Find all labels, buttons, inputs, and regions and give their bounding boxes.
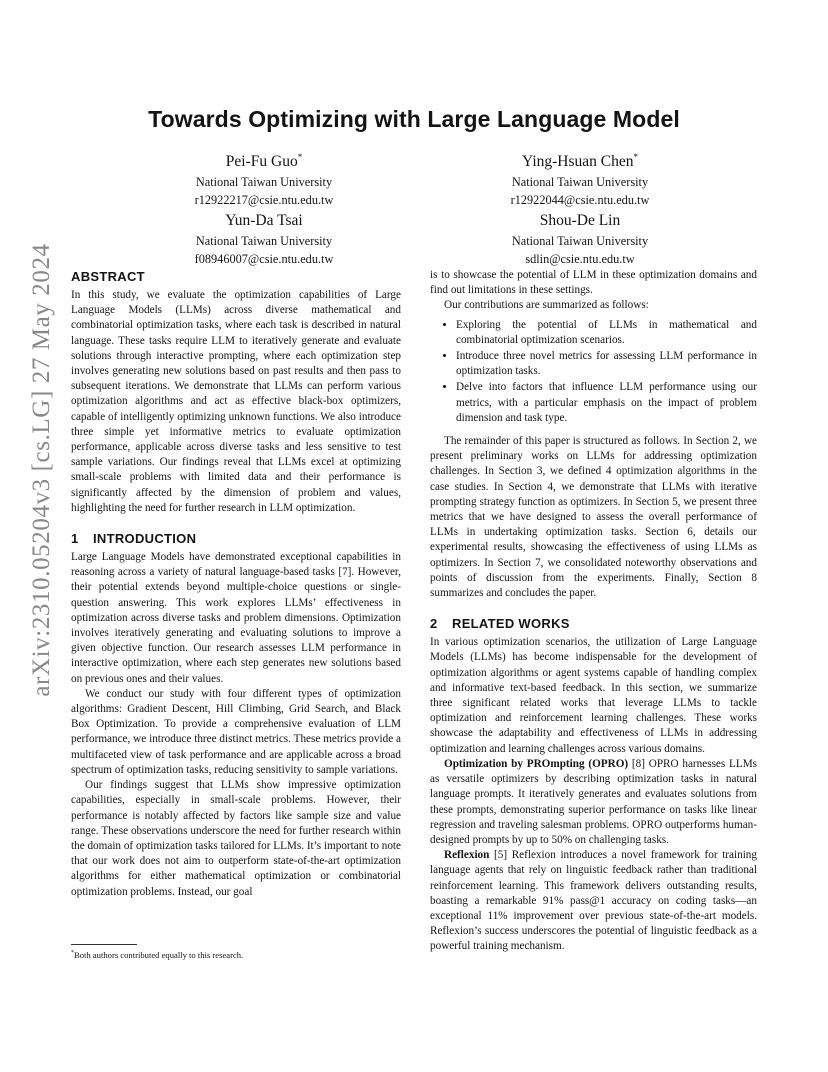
right-column — [430, 268, 757, 955]
author-block — [134, 146, 394, 209]
abstract-text: In this study, we evaluate the optimization capabilities of Large Language Models (LLMs) across diverse mathematical and combinatorial optimization tasks, where each task is described in natural language. These tasks require LLM to iteratively generate and evaluate solutions through interactive prompting, where each optimization step involves generating new solutions based on past results and then pass to subsequent iterations. We demonstrate that LLMs can perform various optimization algorithms and act as effective black-box optimizers, capable of intelligently optimizing unknown functions. We also introduce three simple yet informative metrics to evaluate optimization performance, applicable across diverse tasks and less sensitive to test sample variations. Our findings reveal that LLMs excel at optimizing small-scale problems with limited data and their performance is significantly affected by the dimension of problem and values, highlighting the need for further research in LLM optimization. — [71, 289, 401, 514]
paragraph: We conduct our study with four different types of optimization algorithms: Gradient Descent, Hill Climbing, Grid Search, and Black Box Optimization. To provide a comprehensive evaluation of LLM performance, we introduce three distinct metrics. These metrics provide a multifaceted view of task performance and are applicable across a broad spectrum of optimization tasks, reducing sensitivity to sample variations. — [71, 687, 401, 776]
paragraph: Our contributions are summarized as follows: — [444, 299, 649, 312]
run-in-heading: Reflexion — [444, 849, 490, 862]
paragraph: is to showcase the potential of LLM in these optimization domains and find out limitations in these settings. — [430, 269, 757, 297]
paper-title: Towards Optimizing with Large Language Model — [148, 106, 680, 132]
section-heading-introduction: 1 INTRODUCTION — [71, 531, 197, 547]
paragraph: Reflexion [5] Reflexion introduces a novel framework for training language agents that rely on linguistic feedback rather than traditional reinforcement learning. This framework delivers outstanding results, boasting a remarkable 91% pass@1 accuracy on coding tasks—an exceptional 11% improvement over previous state-of-the-art models. Reflexion’s success underscores the potential of linguistic feedback as a powerful training mechanism. — [430, 849, 757, 953]
paragraph: Optimization by PROmpting (OPRO) [8] OPRO harnesses LLMs as versatile optimizers by describing optimization tasks in natural language prompts. It iteratively generates and evaluates solutions from these prompts, demonstrating superior performance on tasks like linear regression and traveling salesman problems. OPRO outperforms human-designed prompts by up to 50% on challenging tasks. — [430, 757, 757, 846]
author-email: sdlin@csie.ntu.edu.tw — [525, 252, 635, 266]
author-block — [450, 146, 710, 209]
author-affiliation: National Taiwan University — [511, 234, 649, 248]
author-name: Pei-Fu Guo* — [225, 152, 303, 171]
list-item: • Exploring the potential of LLMs in mathematical and combinatorial optimization scenarios. — [456, 318, 757, 348]
paragraph: Our findings suggest that LLMs show impressive optimization capabilities, especially in small-scale problems. However, their performance is notably affected by factors like sample size and value range. These observations underscore the need for further research within the domain of optimization tasks tailored for LLMs. It’s important to note that our work does not aim to outperform state-of-the-art optimization algorithms for either mathematical optimization or combinatorial optimization problems. Instead, our goal — [71, 779, 401, 898]
section-heading-related-works: 2 RELATED WORKS — [430, 616, 570, 632]
author-block — [134, 210, 394, 268]
paragraph: Large Language Models have demonstrated exceptional capabilities in reasoning across a variety of natural language-based tasks [7]. However, their potential extends beyond multiple-choice questions or single-question answering. This work explores LLMs’ effectiveness in optimization across diverse tasks and problem dimensions. Optimization involves iteratively generating and evaluating solutions to improve a given objective function. Our research assesses LLM performance in interactive optimization, where each step generates new solutions based on previous ones and their values. — [71, 551, 401, 685]
author-email: r12922217@csie.ntu.edu.tw — [194, 193, 334, 208]
list-item: • Introduce three novel metrics for assessing LLM performance in optimization tasks. — [456, 349, 757, 379]
contributions-list — [430, 318, 757, 426]
abstract-heading: ABSTRACT — [71, 269, 145, 284]
author-email: r12922044@csie.ntu.edu.tw — [510, 193, 650, 208]
author-email: f08946007@csie.ntu.edu.tw — [194, 252, 334, 266]
footnote: *Both authors contributed equally to this research. — [71, 950, 244, 960]
paragraph: In various optimization scenarios, the utilization of Large Language Models (LLMs) has become indispensable for the development of optimization algorithms or agent systems capable of handling complex and informative text-based feedback. In this section, we summarize three significant related works that leverage LLMs to tackle optimization and reinforcement learning challenges. These works showcase the adaptability and effectiveness of LLMs in addressing optimization and learning challenges across various domains. — [430, 636, 757, 755]
author-affiliation: National Taiwan University — [195, 234, 333, 248]
author-affiliation: National Taiwan University — [195, 175, 333, 190]
author-block — [450, 210, 710, 268]
run-in-heading: Optimization by PROmpting (OPRO) — [444, 757, 629, 770]
footnote-rule — [71, 944, 137, 945]
arxiv-identifier: arXiv:2310.05204v3 [cs.LG] 27 May 2024 — [28, 243, 55, 697]
paragraph: The remainder of this paper is structured as follows. In Section 2, we present preliminary works on LLMs for addressing optimization challenges. In Section 3, we defined 4 optimization algorithms in the case studies. In Section 4, we demonstrate that LLMs with iterative prompting strategy function as optimizers. In Section 5, we present three metrics that we have designed to assess the overall performance of LLMs in undertaking optimization tasks. Section 6, details our experimental results, showcasing the effectiveness of using LLMs as optimizers. In Section 7, we consolidated noteworthy observations and points of discussion from the experiments. Finally, Section 8 summarizes and concludes the paper. — [430, 435, 757, 600]
author-affiliation: National Taiwan University — [511, 175, 649, 190]
author-name: Shou-De Lin — [539, 212, 621, 229]
list-item: • Delve into factors that influence LLM performance using our metrics, with a particular emphasis on the impact of problem dimension and task type. — [456, 380, 757, 426]
author-name: Yun-Da Tsai — [225, 212, 303, 229]
left-column — [71, 268, 401, 900]
author-name: Ying-Hsuan Chen* — [521, 152, 638, 171]
